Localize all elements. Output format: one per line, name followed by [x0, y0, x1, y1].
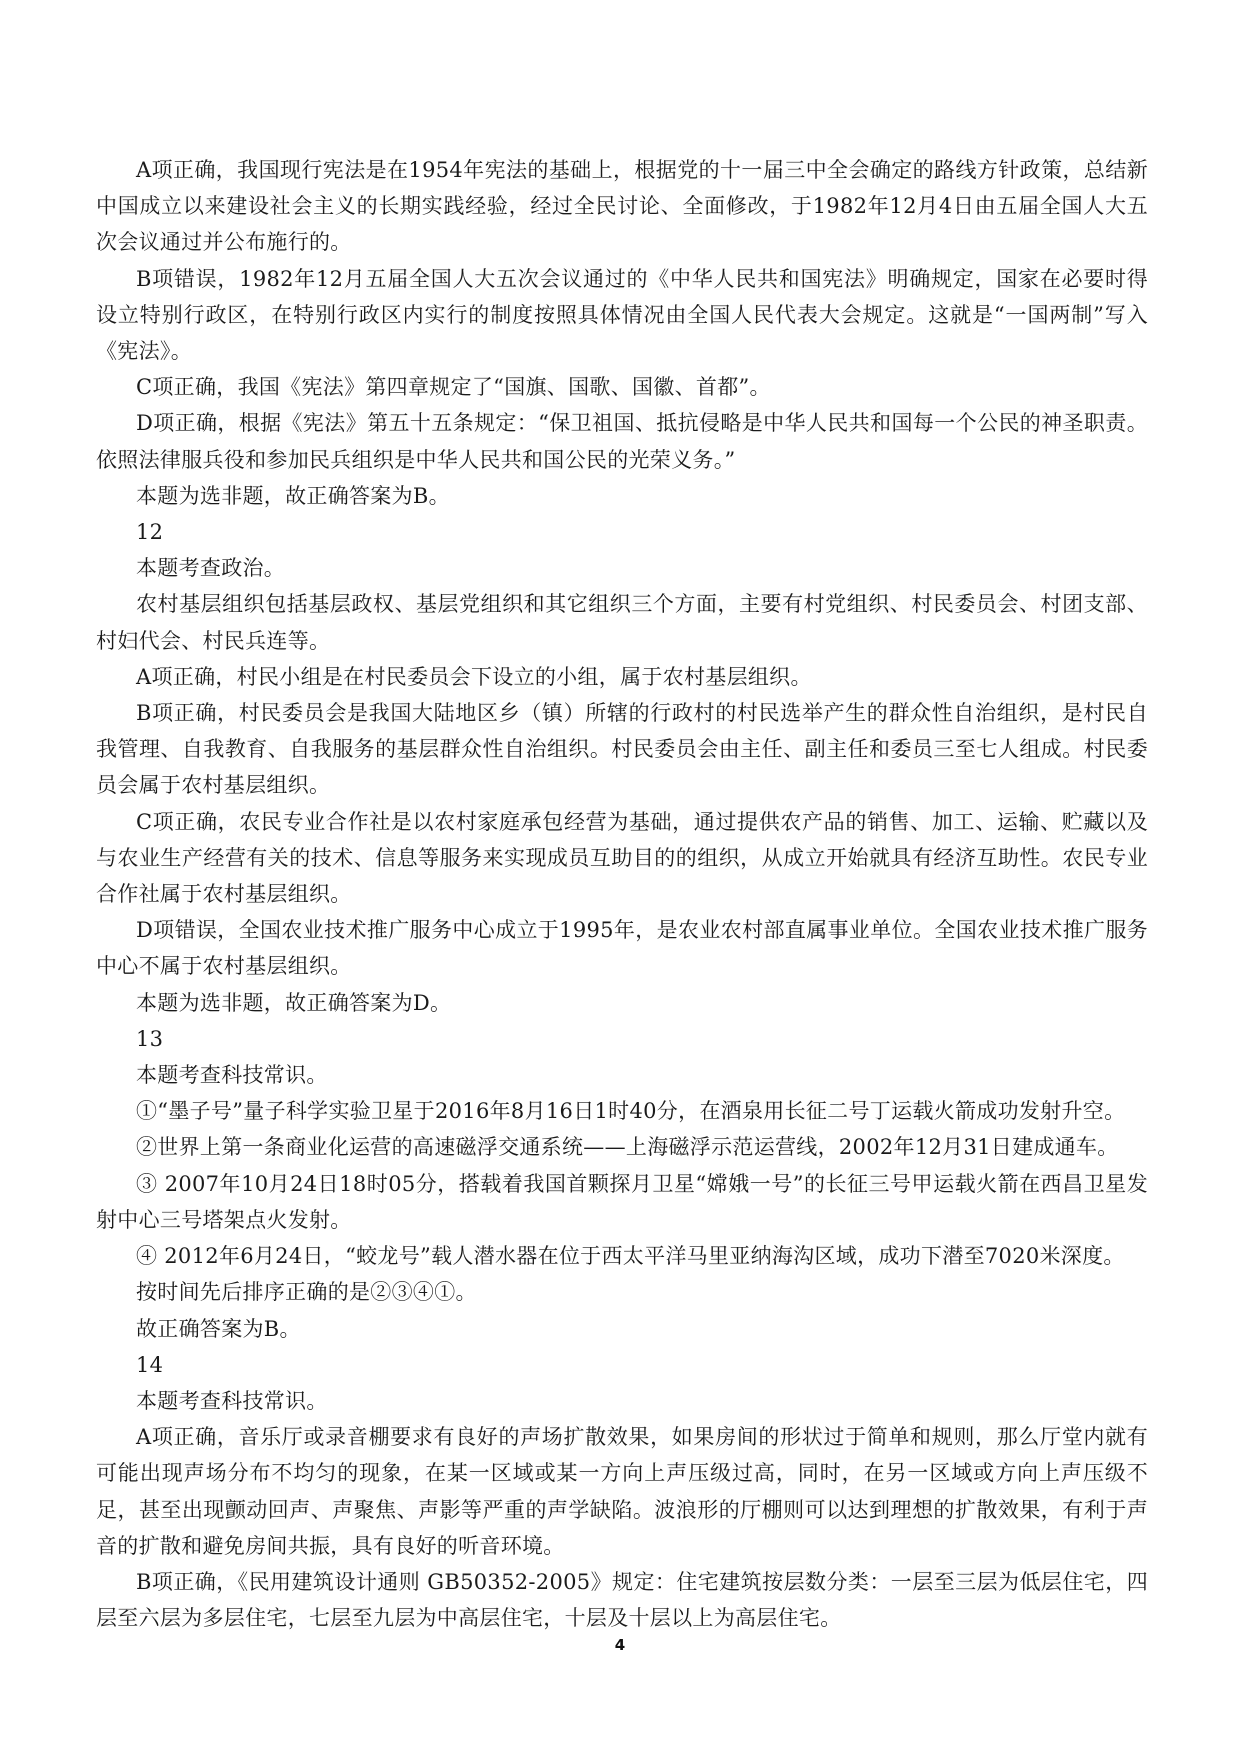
page-number: 4 — [614, 1636, 626, 1654]
paragraph-d-extension-center: D项错误，全国农业技术推广服务中心成立于1995年，是农业农村部直属事业单位。全国农业技术推广服务中心不属于农村基层组织。 — [96, 918, 1148, 979]
paragraph-d-military-duty: D项正确，根据《宪法》第五十五条规定：“保卫祖国、抵抗侵略是中华人民共和国每一个公民的神圣职责。依照法律服兵役和参加民兵组织是中华人民共和国公民的光荣义务。” — [96, 411, 1148, 472]
order-line-13: 按时间先后排序正确的是②③④①。 — [136, 1280, 477, 1305]
question-number-14: 14 — [136, 1352, 164, 1377]
item-4-jiaolong: ④ 2012年6月24日，“蛟龙号”载人潜水器在位于西太平洋马里亚纳海沟区域，成功下潜至7020米深度。 — [136, 1244, 1125, 1269]
topic-line-13: 本题考查科技常识。 — [136, 1063, 328, 1088]
answer-line-11: 本题为选非题，故正确答案为B。 — [136, 483, 450, 508]
paragraph-a-acoustics: A项正确，音乐厅或录音棚要求有良好的声场扩散效果，如果房间的形状过于简单和规则，那么厅堂内就有可能出现声场分布不均匀的现象，在某一区域或某一方向上声压级过高，同时，在另一区域或方向上声压级不足，甚至出现颤动回声、声聚焦、声影等严重的声学缺陷。波浪形的厅棚则可以达到理想的扩散效果，有利于声音的扩散和避免房间共振，具有良好的听音环境。 — [96, 1425, 1148, 1558]
document-body — [96, 152, 1148, 1636]
paragraph-rural-organizations: 农村基层组织包括基层政权、基层党组织和其它组织三个方面，主要有村党组织、村民委员会、村团支部、村妇代会、村民兵连等。 — [96, 592, 1148, 653]
paragraph-a-1954-constitution: A项正确，我国现行宪法是在1954年宪法的基础上，根据党的十一届三中全会确定的路线方针政策，总结新中国成立以来建设社会主义的长期实践经验，经过全民讨论、全面修改，于1982年12月4日由五届全国人大五次会议通过并公布施行的。 — [96, 158, 1148, 255]
item-1-mozi-satellite: ①“墨子号”量子科学实验卫星于2016年8月16日1时40分，在酒泉用长征二号丁运载火箭成功发射升空。 — [136, 1099, 1126, 1124]
paragraph-b-villager-committee: B项正确，村民委员会是我国大陆地区乡（镇）所辖的行政村的村民选举产生的群众性自治组织，是村民自我管理、自我教育、自我服务的基层群众性自治组织。村民委员会由主任、副主任和委员三至七人组成。村民委员会属于农村基层组织。 — [96, 701, 1148, 798]
paragraph-a-villager-group: A项正确，村民小组是在村民委员会下设立的小组，属于农村基层组织。 — [136, 664, 812, 689]
topic-line-12: 本题考查政治。 — [136, 556, 286, 581]
paragraph-c-cooperative: C项正确，农民专业合作社是以农村家庭承包经营为基础，通过提供农产品的销售、加工、运输、贮藏以及与农业生产经营有关的技术、信息等服务来实现成员互助目的的组织，从成立开始就具有经济互助性。农民专业合作社属于农村基层组织。 — [96, 809, 1148, 907]
question-number-13: 13 — [136, 1026, 164, 1051]
item-2-maglev: ②世界上第一条商业化运营的高速磁浮交通系统——上海磁浮示范运营线，2002年12月31日建成通车。 — [136, 1135, 1119, 1160]
paragraph-c-flag-anthem: C项正确，我国《宪法》第四章规定了“国旗、国歌、国徽、首都”。 — [136, 375, 771, 400]
paragraph-b-special-administrative-region: B项错误，1982年12月五届全国人大五次会议通过的《中华人民共和国宪法》明确规定，国家在必要时得设立特别行政区，在特别行政区内实行的制度按照具体情况由全国人民代表大会规定。这就是“一国两制”写入《宪法》。 — [96, 266, 1148, 364]
question-number-12: 12 — [136, 520, 164, 545]
answer-line-12: 本题为选非题，故正确答案为D。 — [136, 990, 452, 1015]
answer-line-13: 故正确答案为B。 — [136, 1316, 301, 1341]
topic-line-14: 本题考查科技常识。 — [136, 1388, 328, 1413]
paragraph-b-building-code: B项正确，《民用建筑设计通则 GB50352-2005》规定：住宅建筑按层数分类：一层至三层为低层住宅，四层至六层为多层住宅，七层至九层为中高层住宅，十层及十层以上为高层住宅。 — [96, 1569, 1148, 1631]
item-3-change-1: ③ 2007年10月24日18时05分，搭载着我国首颗探月卫星“嫦娥一号”的长征三号甲运载火箭在西昌卫星发射中心三号塔架点火发射。 — [96, 1171, 1148, 1232]
